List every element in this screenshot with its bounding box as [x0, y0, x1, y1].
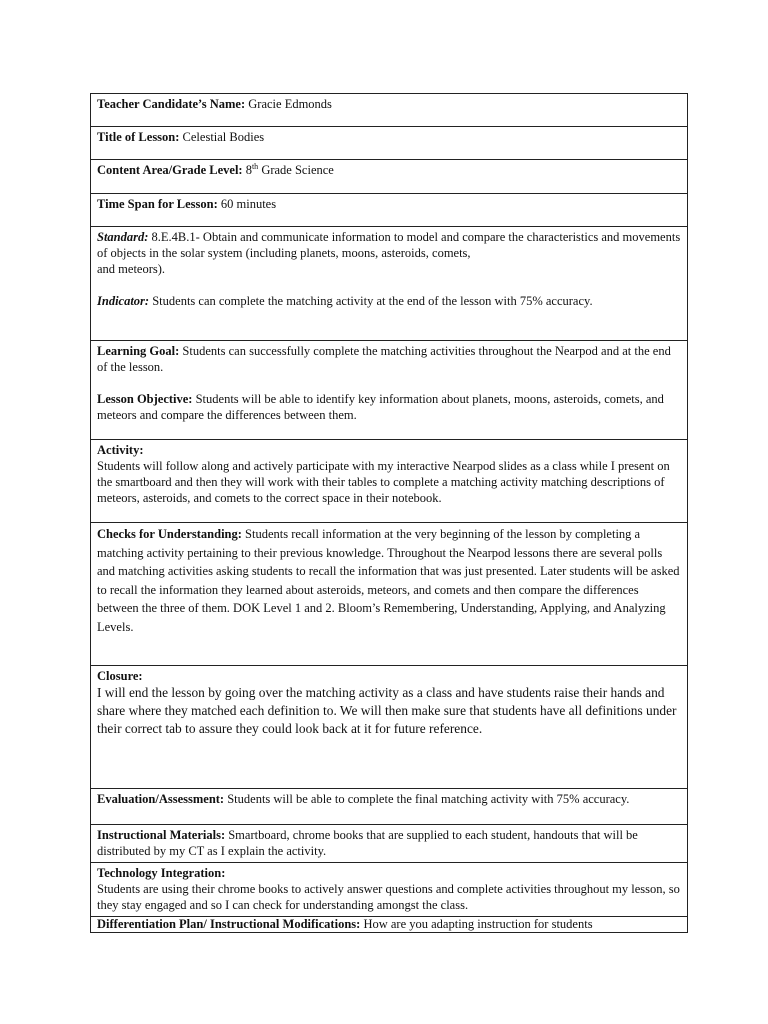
- cell-technology: [91, 863, 688, 917]
- time-span-label: Time Span for Lesson:: [97, 197, 218, 211]
- content-area-label: Content Area/Grade Level:: [97, 163, 243, 177]
- materials-value: Smartboard, chrome books that are supplied to each student, handouts that will be distributed by my CT as I explain the activity.: [97, 828, 638, 858]
- grade-subject: Grade Science: [258, 163, 334, 177]
- learning-goal-text: [97, 343, 681, 375]
- row-materials: [91, 825, 688, 863]
- cell-closure: [91, 666, 688, 789]
- technology-label: Technology Integration:: [97, 866, 226, 880]
- lesson-objective-text: [97, 391, 681, 423]
- lesson-objective-label: Lesson Objective:: [97, 392, 193, 406]
- materials-label: Instructional Materials:: [97, 828, 226, 842]
- cell-standard: [91, 227, 688, 341]
- differentiation-label: Differentiation Plan/ Instructional Modifications:: [97, 917, 361, 931]
- grade-number: 8: [245, 163, 252, 177]
- cell-learning-goal: [91, 341, 688, 440]
- evaluation-label: Evaluation/Assessment:: [97, 792, 225, 806]
- checks-text: [97, 525, 681, 637]
- lesson-title-value: Celestial Bodies: [182, 130, 265, 144]
- activity-value: Students will follow along and actively participate with my interactive Nearpod slides as a class while I present on the smartboard and then they will work with their tables to complete a matching activity matching descriptions of meteors, asteroids, and comets to the correct space in their notebook.: [97, 459, 670, 505]
- activity-label: Activity:: [97, 443, 144, 457]
- grade-suffix: th: [251, 161, 259, 171]
- indicator-value: Students can complete the matching activity at the end of the lesson with 75% accuracy.: [152, 294, 593, 308]
- row-technology: [91, 863, 688, 917]
- cell-materials: [91, 825, 688, 863]
- teacher-name-value: Gracie Edmonds: [248, 97, 332, 111]
- standard-text: [97, 229, 681, 277]
- lesson-objective-value: Students will be able to identify key information about planets, moons, asteroids, comets, and meteors and compare the differences between them.: [97, 392, 664, 422]
- time-span-value: 60 minutes: [220, 197, 277, 211]
- cell-teacher-name: [91, 94, 688, 127]
- row-teacher-name: [91, 94, 688, 127]
- checks-label: Checks for Understanding:: [97, 527, 242, 541]
- materials-text: [97, 827, 681, 859]
- evaluation-value: Students will be able to complete the final matching activity with 75% accuracy.: [227, 792, 630, 806]
- content-area-value: [246, 163, 334, 177]
- row-evaluation: [91, 789, 688, 825]
- lesson-plan-table: [90, 93, 688, 933]
- differentiation-value: How are you adapting instruction for students: [363, 917, 593, 931]
- technology-value: Students are using their chrome books to actively answer questions and complete activities throughout my lesson, so they stay engaged and so I can check for understanding amongst the class.: [97, 882, 680, 912]
- cell-evaluation: [91, 789, 688, 825]
- standard-line2: and meteors).: [97, 262, 166, 276]
- teacher-name-label: Teacher Candidate’s Name:: [97, 97, 246, 111]
- lesson-title-label: Title of Lesson:: [97, 130, 180, 144]
- row-lesson-title: [91, 127, 688, 160]
- learning-goal-value: Students can successfully complete the matching activities throughout the Nearpod and at the end of the lesson.: [97, 344, 671, 374]
- cell-lesson-title: [91, 127, 688, 160]
- cell-content-area: [91, 160, 688, 194]
- closure-label: Closure:: [97, 669, 143, 683]
- row-time-span: [91, 194, 688, 227]
- learning-goal-label: Learning Goal:: [97, 344, 180, 358]
- row-content-area: [91, 160, 688, 194]
- cell-differentiation: [91, 917, 688, 933]
- closure-value: I will end the lesson by going over the matching activity as a class and have students raise their hands and share where they matched each definition to. We will then make sure that students have all definitions under their correct tab to assure they could look back at it for future reference.: [97, 685, 677, 736]
- indicator-label: Indicator:: [97, 294, 150, 308]
- standard-line1: 8.E.4B.1- Obtain and communicate information to model and compare the characteristics and movements of objects in the solar system (including planets, moons, asteroids, comets,: [97, 230, 681, 260]
- row-checks: [91, 523, 688, 666]
- checks-value: Students recall information at the very beginning of the lesson by completing a matching activity pertaining to their previous knowledge. Throughout the Nearpod lessons there are several polls and matching activities asking students to recall the information that was just presented. Later students will be asked to recall the information they learned about asteroids, meteors, and comets and then compare the differences between the three of them. DOK Level 1 and 2. Bloom’s Remembering, Understanding, Applying, and Analyzing Levels.: [97, 527, 680, 634]
- row-learning-goal: [91, 341, 688, 440]
- cell-activity: [91, 440, 688, 523]
- indicator-text: [97, 293, 681, 309]
- cell-time-span: [91, 194, 688, 227]
- standard-label: Standard:: [97, 230, 149, 244]
- row-activity: [91, 440, 688, 523]
- row-closure: [91, 666, 688, 789]
- row-standard: [91, 227, 688, 341]
- evaluation-text: [97, 791, 681, 807]
- row-differentiation: [91, 917, 688, 933]
- cell-checks: [91, 523, 688, 666]
